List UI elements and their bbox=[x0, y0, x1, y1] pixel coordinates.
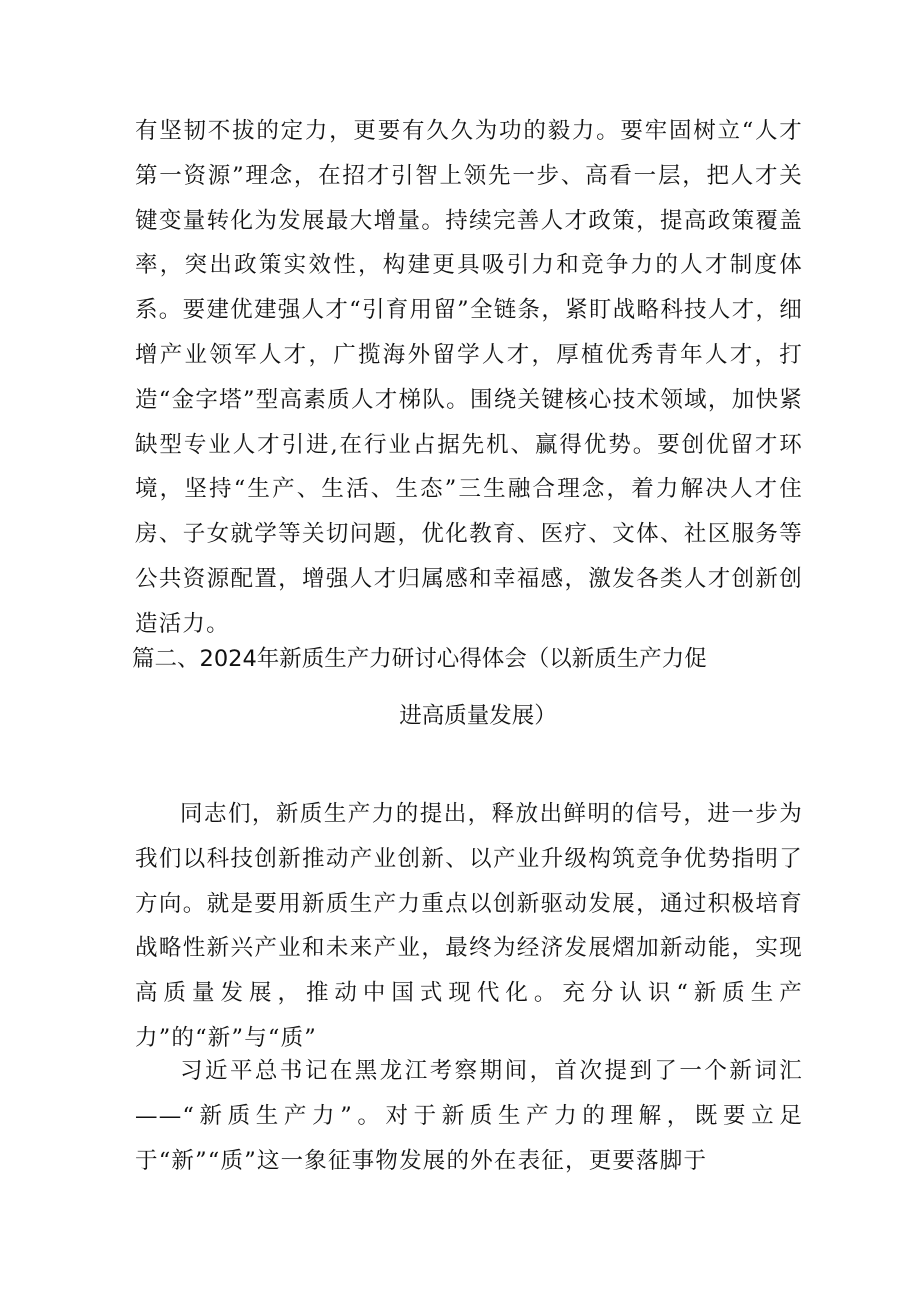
section-heading-line-1: 篇二、2024年新质生产力研讨心得体会（以新质生产力促 bbox=[132, 646, 707, 672]
body-paragraph-talent-policy: 有坚韧不拔的定力，更要有久久为功的毅力。要牢固树立“人才第一资源”理念，在招才引智上领先一步、高看一层，把人才关键变量转化为发展最大增量。持续完善人才政策，提高政策覆盖率，突出政策实效性，构建更具吸引力和竞争力的人才制度体系。要建优建强人才“引育用留”全链条，紧盯战略科技人才，细增产业领军人才，广揽海外留学人才，厚植优秀青年人才，打造“金字塔”型高素质人才梯队。围绕关键核心技术领域，加快紧缺型专业人才引进,在行业占据先机、赢得优势。要创优留才环境，坚持“生产、生活、生态”三生融合理念，着力解决人才住房、子女就学等关切问题，优化教育、医疗、文体、社区服务等公共资源配置，增强人才归属感和幸福感，激发各类人才创新创造活力。 bbox=[135, 118, 803, 637]
body-paragraph-xi-remarks: 习近平总书记在黑龙江考察期间，首次提到了一个新词汇——“新质生产力”。对于新质生产力的理解，既要立足于“新”“质”这一象征事物发展的外在表征，更要落脚于 bbox=[135, 1058, 803, 1174]
section-heading-line-2: 进高质量发展） bbox=[399, 703, 557, 729]
body-paragraph-intro: 同志们，新质生产力的提出，释放出鲜明的信号，进一步为我们以科技创新推动产业创新、以产业升级构筑竞争优势指明了方向。就是要用新质生产力重点以创新驱动发展，通过积极培育战略性新兴产业和未来产业，最终为经济发展熠加新动能，实现高质量发展，推动中国式现代化。充分认识“新质生产力”的“新”与“质” bbox=[135, 801, 803, 1051]
